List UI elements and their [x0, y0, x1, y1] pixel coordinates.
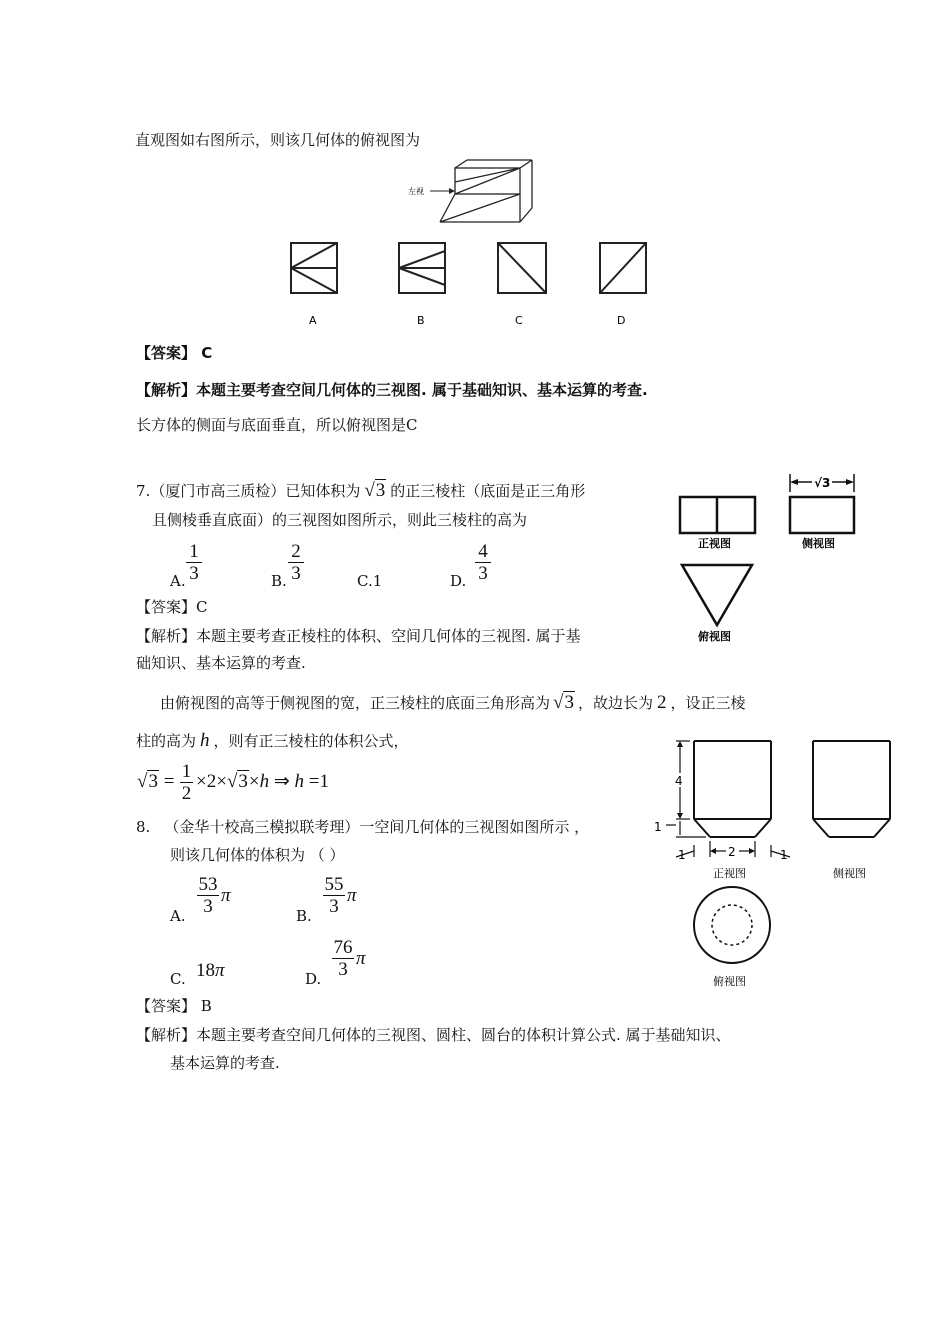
q7-explain-line2: 柱的高为 h ，则有正三棱柱的体积公式， — [136, 730, 409, 751]
q7-formula-half: $\frac{1}{2}$ — [181, 761, 192, 804]
q7-stem-line2: 且侧棱垂直底面）的三视图如图所示，则此三棱柱的高为 — [152, 511, 528, 529]
height-1-label: 1 — [654, 820, 662, 834]
q8-analysis-line1: 【解析】本题主要考查空间几何体的三视图、圆柱、圆台的体积计算公式. 属于基础知识、 — [136, 1026, 731, 1044]
q8-option-b-pi: π — [347, 885, 357, 906]
q8-option-d-fraction: $\frac{76}{3}$ — [333, 937, 353, 980]
q7-option-d-label: D. — [450, 572, 467, 590]
q6-perspective-figure — [400, 160, 540, 230]
q7-explain-two: 2 — [656, 692, 667, 713]
analysis-tag: 【解析】 — [136, 381, 197, 399]
q7-option-b-label: B. — [271, 572, 287, 590]
side-view-caption: 侧视图 — [802, 537, 835, 550]
q7-explain-h: h — [200, 730, 210, 751]
q7-formula-lhs: √3 = — [137, 771, 175, 792]
q8-option-a-fraction: $\frac{53}{3}$ — [198, 874, 218, 917]
q8-option-c-value: 18π — [196, 960, 225, 981]
q8-stem-line2: 则该几何体的体积为 （ ） — [170, 846, 345, 864]
q7-stem-a: （厦门市高三质检）已知体积为 — [150, 482, 361, 500]
q7-explain-line1: 由俯视图的高等于侧视图的宽，正三棱柱的底面三角形高为 √3 ，故边长为 2 ，设正三棱 — [160, 692, 746, 713]
q7-option-a-label: A. — [170, 572, 186, 590]
option-label-a: A — [309, 314, 317, 327]
inner-dashed-circle — [712, 905, 752, 945]
side-width-label: √3 — [814, 476, 831, 490]
q7-number: 7. — [136, 482, 151, 500]
height-4-label: 4 — [675, 774, 683, 788]
bottom-left-1-label: 1 — [678, 848, 686, 862]
q8-number: 8. — [136, 818, 151, 836]
front-view-caption: 正视图 — [698, 537, 731, 550]
side-view-caption: 侧视图 — [833, 867, 866, 880]
answer-tag: 【答案】 — [136, 344, 197, 362]
q7-analysis-line1: 【解析】本题主要考查正棱柱的体积、空间几何体的三视图. 属于基 — [136, 627, 581, 645]
answer-value: C — [201, 344, 213, 362]
left-view-label: 左视 — [408, 187, 424, 196]
q8-option-d-pi: π — [356, 948, 366, 969]
q7-volume: √3 — [364, 480, 386, 501]
q8-stem-line1: 8. （金华十校高三模拟联考理）一空间几何体的三视图如图所示 ， — [136, 818, 590, 836]
q7-stem-line1 — [136, 481, 585, 501]
option-label-c: C — [515, 314, 523, 327]
q7-option-a-fraction: $\frac{1}{3}$ — [186, 541, 202, 584]
q7-three-view-figure — [672, 470, 872, 650]
q7-option-c: C.1 — [357, 572, 383, 590]
option-label-b: B — [417, 314, 425, 327]
q8-analysis-line2: 基本运算的考查. — [170, 1054, 280, 1072]
q7-answer: 【答案】C — [136, 598, 208, 616]
top-view-caption: 俯视图 — [713, 975, 746, 988]
q6-options-figure — [283, 238, 663, 333]
q8-option-a-label: A. — [170, 907, 186, 925]
q8-option-c-label: C. — [170, 970, 186, 988]
q8-answer: 【答案】 B — [136, 997, 212, 1015]
q7-explain-rad: √3 — [553, 692, 574, 713]
q6-analysis — [136, 380, 648, 400]
option-label-d: D — [617, 314, 626, 327]
q6-stem: 直观图如右图所示，则该几何体的俯视图为 — [135, 131, 421, 149]
bottom-2-label: 2 — [728, 845, 736, 859]
q8-option-b-label: B. — [296, 907, 312, 925]
q6-explain: 长方体的侧面与底面垂直，所以俯视图是C — [136, 416, 418, 434]
q7-option-b-fraction: $\frac{2}{3}$ — [288, 541, 304, 584]
front-view-caption: 正视图 — [713, 867, 746, 880]
top-view-caption: 俯视图 — [698, 630, 731, 643]
q7-analysis-line2: 础知识、基本运算的考查. — [136, 654, 306, 672]
q8-option-a-pi: π — [221, 885, 231, 906]
q6-answer — [136, 343, 212, 363]
q8-option-b-fraction: $\frac{55}{3}$ — [324, 874, 344, 917]
q7-option-d-fraction: $\frac{4}{3}$ — [475, 541, 491, 584]
q7-stem-b: 的正三棱柱（底面是正三角形 — [390, 482, 586, 500]
bottom-right-1-label: 1 — [780, 848, 788, 862]
q8-three-view-figure — [640, 735, 900, 993]
q8-option-d-label: D. — [305, 970, 322, 988]
q7-formula-rest: ×2×√3×h ⇒ h =1 — [196, 771, 329, 792]
analysis-text: 本题主要考查空间几何体的三视图. 属于基础知识、基本运算的考查. — [196, 381, 648, 399]
